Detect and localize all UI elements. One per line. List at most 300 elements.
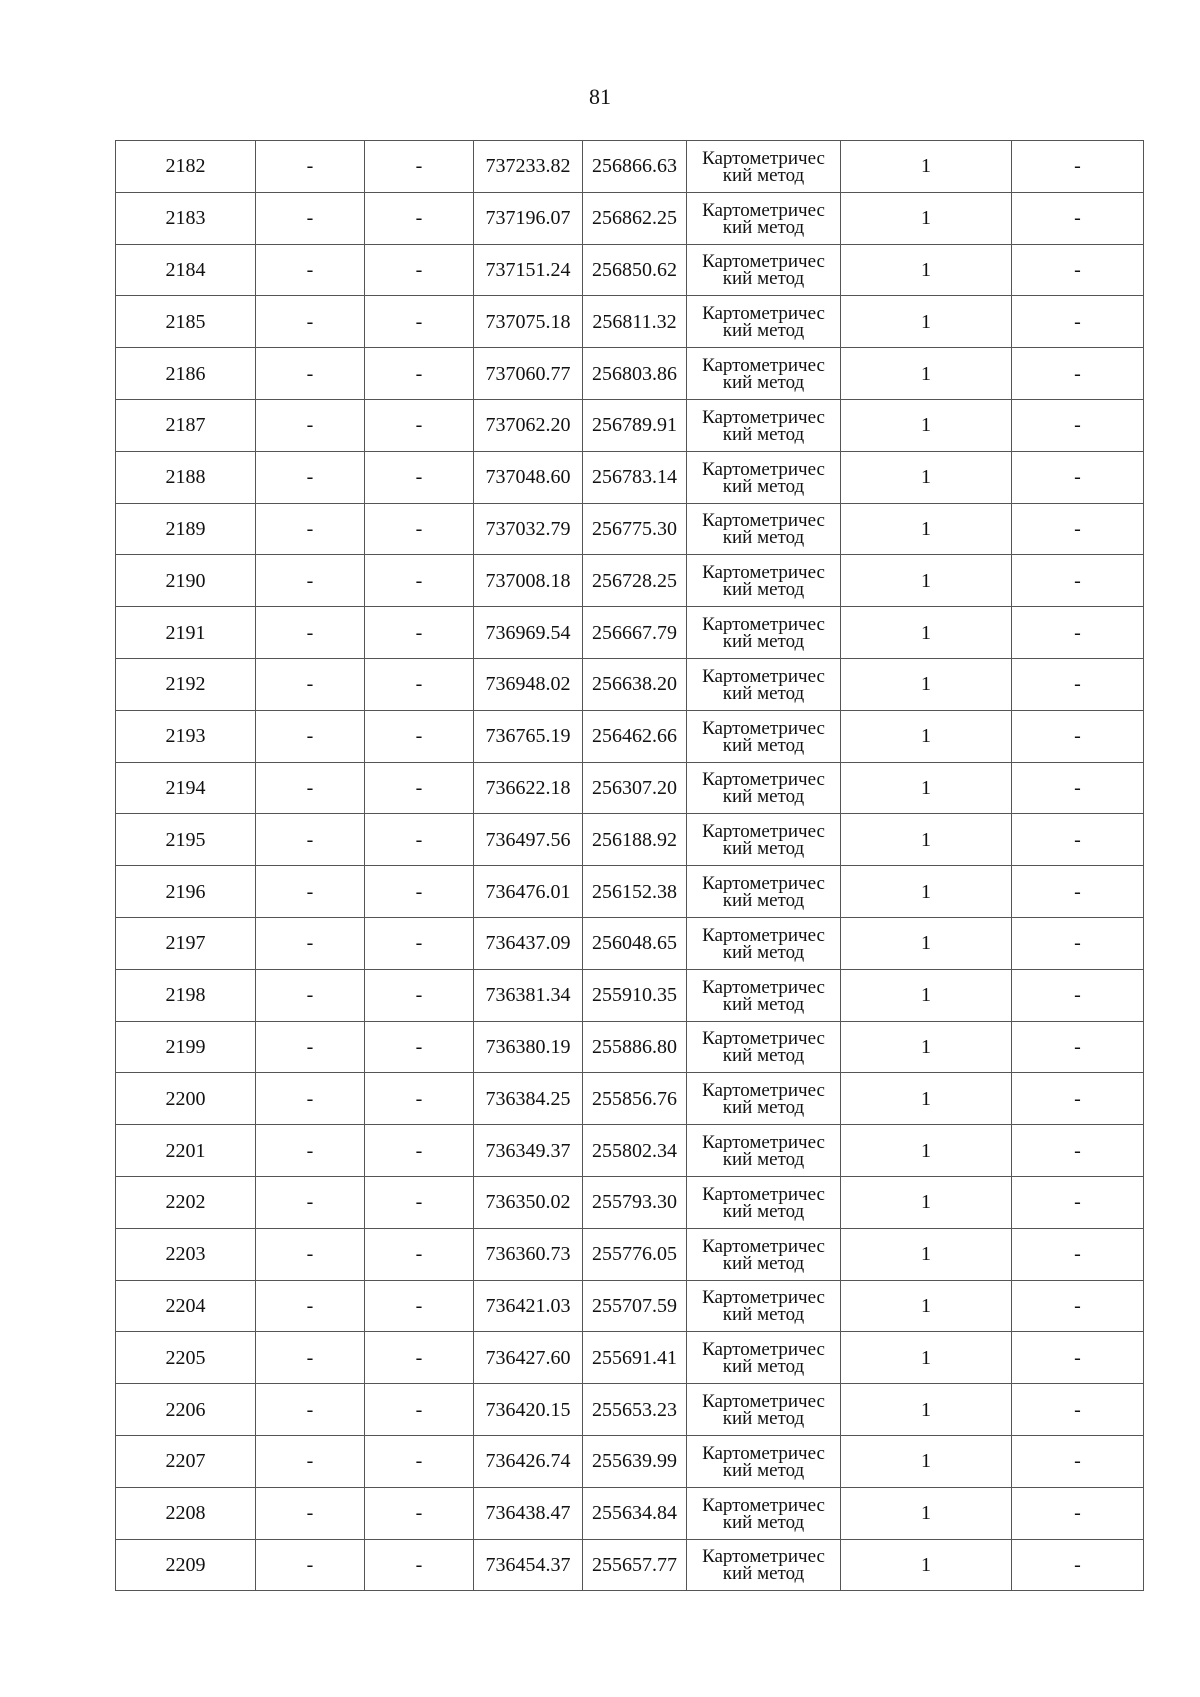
empty-cell: -	[365, 503, 474, 555]
table-row	[116, 866, 1144, 918]
method-line-2: кий метод	[722, 216, 805, 238]
empty-cell: -	[256, 710, 365, 762]
x-coordinate-cell: 736349.37	[474, 1125, 583, 1177]
empty-cell: -	[365, 1228, 474, 1280]
empty-cell: -	[1012, 1073, 1144, 1125]
method-line-1: Картометричес	[702, 147, 825, 169]
empty-cell: -	[365, 451, 474, 503]
accuracy-cell: 1	[841, 917, 1012, 969]
point-number-cell: 2194	[116, 762, 256, 814]
empty-cell: -	[256, 1435, 365, 1487]
empty-cell: -	[256, 1384, 365, 1436]
y-coordinate-cell: 255910.35	[583, 969, 687, 1021]
method-cell	[687, 244, 841, 296]
accuracy-cell: 1	[841, 503, 1012, 555]
table-row	[116, 1280, 1144, 1332]
y-coordinate-cell: 256862.25	[583, 192, 687, 244]
empty-cell: -	[365, 866, 474, 918]
empty-cell: -	[365, 1487, 474, 1539]
method-line-2: кий метод	[722, 1200, 805, 1222]
point-number-cell: 2208	[116, 1487, 256, 1539]
empty-cell: -	[256, 969, 365, 1021]
empty-cell: -	[1012, 1125, 1144, 1177]
empty-cell: -	[365, 296, 474, 348]
y-coordinate-cell: 255691.41	[583, 1332, 687, 1384]
x-coordinate-cell: 736948.02	[474, 658, 583, 710]
x-coordinate-cell: 736497.56	[474, 814, 583, 866]
method-line-2: кий метод	[722, 1045, 805, 1067]
method-line-2: кий метод	[722, 734, 805, 756]
empty-cell: -	[256, 399, 365, 451]
table-row	[116, 1176, 1144, 1228]
accuracy-cell: 1	[841, 866, 1012, 918]
empty-cell: -	[1012, 1384, 1144, 1436]
empty-cell: -	[256, 141, 365, 193]
method-cell	[687, 399, 841, 451]
method-line-2: кий метод	[722, 423, 805, 445]
method-line-2: кий метод	[722, 164, 805, 186]
x-coordinate-cell: 736438.47	[474, 1487, 583, 1539]
empty-cell: -	[256, 296, 365, 348]
accuracy-cell: 1	[841, 1021, 1012, 1073]
x-coordinate-cell: 736427.60	[474, 1332, 583, 1384]
empty-cell: -	[256, 1280, 365, 1332]
method-line-1: Картометричес	[702, 562, 825, 584]
empty-cell: -	[256, 555, 365, 607]
accuracy-cell: 1	[841, 1384, 1012, 1436]
table-row	[116, 1487, 1144, 1539]
empty-cell: -	[1012, 607, 1144, 659]
method-cell	[687, 969, 841, 1021]
method-cell	[687, 1073, 841, 1125]
method-line-1: Картометричес	[702, 406, 825, 428]
empty-cell: -	[365, 348, 474, 400]
accuracy-cell: 1	[841, 1125, 1012, 1177]
x-coordinate-cell: 736381.34	[474, 969, 583, 1021]
method-cell	[687, 348, 841, 400]
y-coordinate-cell: 256803.86	[583, 348, 687, 400]
empty-cell: -	[256, 192, 365, 244]
method-line-2: кий метод	[722, 838, 805, 860]
page-number: 81	[589, 84, 611, 109]
point-number-cell: 2182	[116, 141, 256, 193]
table-row	[116, 658, 1144, 710]
point-number-cell: 2187	[116, 399, 256, 451]
y-coordinate-cell: 255657.77	[583, 1539, 687, 1591]
method-line-1: Картометричес	[702, 1287, 825, 1309]
accuracy-cell: 1	[841, 141, 1012, 193]
empty-cell: -	[365, 1280, 474, 1332]
empty-cell: -	[256, 762, 365, 814]
empty-cell: -	[1012, 503, 1144, 555]
x-coordinate-cell: 736421.03	[474, 1280, 583, 1332]
empty-cell: -	[365, 1021, 474, 1073]
table-row	[116, 1384, 1144, 1436]
table-row	[116, 192, 1144, 244]
point-number-cell: 2183	[116, 192, 256, 244]
empty-cell: -	[256, 451, 365, 503]
accuracy-cell: 1	[841, 658, 1012, 710]
empty-cell: -	[1012, 1539, 1144, 1591]
point-number-cell: 2186	[116, 348, 256, 400]
table-row	[116, 1539, 1144, 1591]
y-coordinate-cell: 255793.30	[583, 1176, 687, 1228]
point-number-cell: 2202	[116, 1176, 256, 1228]
empty-cell: -	[1012, 244, 1144, 296]
table-row	[116, 969, 1144, 1021]
method-line-1: Картометричес	[702, 251, 825, 273]
y-coordinate-cell: 255639.99	[583, 1435, 687, 1487]
y-coordinate-cell: 256462.66	[583, 710, 687, 762]
table-row	[116, 762, 1144, 814]
empty-cell: -	[365, 607, 474, 659]
method-line-2: кий метод	[722, 1149, 805, 1171]
empty-cell: -	[1012, 917, 1144, 969]
method-line-1: Картометричес	[702, 1442, 825, 1464]
empty-cell: -	[256, 814, 365, 866]
empty-cell: -	[365, 969, 474, 1021]
empty-cell: -	[1012, 399, 1144, 451]
empty-cell: -	[256, 244, 365, 296]
empty-cell: -	[256, 917, 365, 969]
x-coordinate-cell: 736420.15	[474, 1384, 583, 1436]
empty-cell: -	[1012, 1280, 1144, 1332]
table-row	[116, 555, 1144, 607]
method-cell	[687, 1487, 841, 1539]
empty-cell: -	[365, 762, 474, 814]
method-cell	[687, 1021, 841, 1073]
table-row	[116, 451, 1144, 503]
method-line-2: кий метод	[722, 268, 805, 290]
method-cell	[687, 1228, 841, 1280]
empty-cell: -	[1012, 710, 1144, 762]
point-number-cell: 2207	[116, 1435, 256, 1487]
accuracy-cell: 1	[841, 244, 1012, 296]
point-number-cell: 2189	[116, 503, 256, 555]
empty-cell: -	[365, 1073, 474, 1125]
method-line-1: Картометричес	[702, 1080, 825, 1102]
accuracy-cell: 1	[841, 1280, 1012, 1332]
empty-cell: -	[365, 1176, 474, 1228]
table-row	[116, 1332, 1144, 1384]
y-coordinate-cell: 255776.05	[583, 1228, 687, 1280]
y-coordinate-cell: 255653.23	[583, 1384, 687, 1436]
x-coordinate-cell: 736969.54	[474, 607, 583, 659]
table-row	[116, 917, 1144, 969]
empty-cell: -	[256, 1332, 365, 1384]
empty-cell: -	[1012, 1332, 1144, 1384]
point-number-cell: 2204	[116, 1280, 256, 1332]
method-line-2: кий метод	[722, 372, 805, 394]
point-number-cell: 2184	[116, 244, 256, 296]
method-line-1: Картометричес	[702, 1391, 825, 1413]
method-line-2: кий метод	[722, 475, 805, 497]
point-number-cell: 2199	[116, 1021, 256, 1073]
y-coordinate-cell: 256728.25	[583, 555, 687, 607]
accuracy-cell: 1	[841, 399, 1012, 451]
empty-cell: -	[365, 244, 474, 296]
method-line-2: кий метод	[722, 890, 805, 912]
coordinates-table	[115, 140, 1144, 1591]
empty-cell: -	[256, 1487, 365, 1539]
empty-cell: -	[365, 141, 474, 193]
accuracy-cell: 1	[841, 1539, 1012, 1591]
empty-cell: -	[1012, 969, 1144, 1021]
empty-cell: -	[1012, 192, 1144, 244]
table-row	[116, 141, 1144, 193]
point-number-cell: 2196	[116, 866, 256, 918]
method-cell	[687, 814, 841, 866]
y-coordinate-cell: 256152.38	[583, 866, 687, 918]
method-line-1: Картометричес	[702, 769, 825, 791]
x-coordinate-cell: 737032.79	[474, 503, 583, 555]
x-coordinate-cell: 736765.19	[474, 710, 583, 762]
accuracy-cell: 1	[841, 1435, 1012, 1487]
empty-cell: -	[365, 1384, 474, 1436]
point-number-cell: 2206	[116, 1384, 256, 1436]
method-cell	[687, 192, 841, 244]
method-cell	[687, 762, 841, 814]
method-line-2: кий метод	[722, 1252, 805, 1274]
method-line-1: Картометричес	[702, 821, 825, 843]
method-line-1: Картометричес	[702, 1028, 825, 1050]
x-coordinate-cell: 737008.18	[474, 555, 583, 607]
method-line-2: кий метод	[722, 631, 805, 653]
y-coordinate-cell: 256783.14	[583, 451, 687, 503]
method-cell	[687, 1435, 841, 1487]
method-cell	[687, 710, 841, 762]
point-number-cell: 2209	[116, 1539, 256, 1591]
method-line-2: кий метод	[722, 320, 805, 342]
method-line-1: Картометричес	[702, 303, 825, 325]
x-coordinate-cell: 736476.01	[474, 866, 583, 918]
y-coordinate-cell: 256307.20	[583, 762, 687, 814]
y-coordinate-cell: 255856.76	[583, 1073, 687, 1125]
empty-cell: -	[256, 503, 365, 555]
table-row	[116, 607, 1144, 659]
empty-cell: -	[365, 658, 474, 710]
empty-cell: -	[1012, 1435, 1144, 1487]
method-cell	[687, 658, 841, 710]
method-line-1: Картометричес	[702, 510, 825, 532]
method-cell	[687, 141, 841, 193]
point-number-cell: 2198	[116, 969, 256, 1021]
accuracy-cell: 1	[841, 1228, 1012, 1280]
point-number-cell: 2192	[116, 658, 256, 710]
empty-cell: -	[256, 607, 365, 659]
y-coordinate-cell: 255634.84	[583, 1487, 687, 1539]
y-coordinate-cell: 255707.59	[583, 1280, 687, 1332]
x-coordinate-cell: 736380.19	[474, 1021, 583, 1073]
empty-cell: -	[365, 917, 474, 969]
y-coordinate-cell: 255886.80	[583, 1021, 687, 1073]
method-cell	[687, 1176, 841, 1228]
y-coordinate-cell: 256811.32	[583, 296, 687, 348]
accuracy-cell: 1	[841, 451, 1012, 503]
method-line-1: Картометричес	[702, 665, 825, 687]
method-line-1: Картометричес	[702, 924, 825, 946]
method-line-1: Картометричес	[702, 458, 825, 480]
method-line-2: кий метод	[722, 1459, 805, 1481]
empty-cell: -	[1012, 141, 1144, 193]
method-cell	[687, 503, 841, 555]
x-coordinate-cell: 737075.18	[474, 296, 583, 348]
empty-cell: -	[1012, 1228, 1144, 1280]
method-line-2: кий метод	[722, 1097, 805, 1119]
point-number-cell: 2197	[116, 917, 256, 969]
table-row	[116, 710, 1144, 762]
method-line-2: кий метод	[722, 579, 805, 601]
empty-cell: -	[1012, 658, 1144, 710]
table-row	[116, 296, 1144, 348]
empty-cell: -	[256, 1228, 365, 1280]
y-coordinate-cell: 256667.79	[583, 607, 687, 659]
method-cell	[687, 1384, 841, 1436]
y-coordinate-cell: 256638.20	[583, 658, 687, 710]
accuracy-cell: 1	[841, 1487, 1012, 1539]
x-coordinate-cell: 736350.02	[474, 1176, 583, 1228]
empty-cell: -	[365, 1125, 474, 1177]
method-cell	[687, 866, 841, 918]
method-cell	[687, 555, 841, 607]
y-coordinate-cell: 256775.30	[583, 503, 687, 555]
table-row	[116, 348, 1144, 400]
y-coordinate-cell: 255802.34	[583, 1125, 687, 1177]
point-number-cell: 2191	[116, 607, 256, 659]
method-line-1: Картометричес	[702, 717, 825, 739]
method-cell	[687, 1125, 841, 1177]
point-number-cell: 2200	[116, 1073, 256, 1125]
empty-cell: -	[1012, 348, 1144, 400]
point-number-cell: 2185	[116, 296, 256, 348]
method-line-1: Картометричес	[702, 976, 825, 998]
empty-cell: -	[256, 1125, 365, 1177]
method-line-1: Картометричес	[702, 614, 825, 636]
empty-cell: -	[1012, 814, 1144, 866]
table-row	[116, 1125, 1144, 1177]
method-line-2: кий метод	[722, 1511, 805, 1533]
method-cell	[687, 1539, 841, 1591]
method-line-2: кий метод	[722, 1408, 805, 1430]
method-line-2: кий метод	[722, 993, 805, 1015]
x-coordinate-cell: 736454.37	[474, 1539, 583, 1591]
accuracy-cell: 1	[841, 710, 1012, 762]
table-row	[116, 503, 1144, 555]
accuracy-cell: 1	[841, 1073, 1012, 1125]
method-line-1: Картометричес	[702, 1494, 825, 1516]
empty-cell: -	[365, 710, 474, 762]
empty-cell: -	[365, 555, 474, 607]
x-coordinate-cell: 737151.24	[474, 244, 583, 296]
method-line-1: Картометричес	[702, 199, 825, 221]
x-coordinate-cell: 736384.25	[474, 1073, 583, 1125]
method-line-1: Картометричес	[702, 1339, 825, 1361]
y-coordinate-cell: 256188.92	[583, 814, 687, 866]
empty-cell: -	[1012, 555, 1144, 607]
method-line-2: кий метод	[722, 1304, 805, 1326]
y-coordinate-cell: 256866.63	[583, 141, 687, 193]
empty-cell: -	[1012, 1487, 1144, 1539]
empty-cell: -	[1012, 866, 1144, 918]
method-cell	[687, 1280, 841, 1332]
accuracy-cell: 1	[841, 555, 1012, 607]
empty-cell: -	[256, 1021, 365, 1073]
empty-cell: -	[256, 1539, 365, 1591]
empty-cell: -	[365, 192, 474, 244]
x-coordinate-cell: 737233.82	[474, 141, 583, 193]
x-coordinate-cell: 737048.60	[474, 451, 583, 503]
point-number-cell: 2205	[116, 1332, 256, 1384]
accuracy-cell: 1	[841, 1176, 1012, 1228]
point-number-cell: 2201	[116, 1125, 256, 1177]
y-coordinate-cell: 256048.65	[583, 917, 687, 969]
accuracy-cell: 1	[841, 814, 1012, 866]
empty-cell: -	[1012, 762, 1144, 814]
method-cell	[687, 1332, 841, 1384]
x-coordinate-cell: 736360.73	[474, 1228, 583, 1280]
empty-cell: -	[1012, 451, 1144, 503]
x-coordinate-cell: 737060.77	[474, 348, 583, 400]
empty-cell: -	[365, 1332, 474, 1384]
point-number-cell: 2190	[116, 555, 256, 607]
empty-cell: -	[1012, 296, 1144, 348]
method-line-1: Картометричес	[702, 1546, 825, 1568]
method-line-2: кий метод	[722, 786, 805, 808]
point-number-cell: 2203	[116, 1228, 256, 1280]
table-row	[116, 1073, 1144, 1125]
empty-cell: -	[365, 814, 474, 866]
x-coordinate-cell: 737062.20	[474, 399, 583, 451]
accuracy-cell: 1	[841, 296, 1012, 348]
point-number-cell: 2193	[116, 710, 256, 762]
table-body	[116, 141, 1144, 1591]
point-number-cell: 2195	[116, 814, 256, 866]
method-line-2: кий метод	[722, 1356, 805, 1378]
empty-cell: -	[365, 399, 474, 451]
method-line-2: кий метод	[722, 682, 805, 704]
x-coordinate-cell: 737196.07	[474, 192, 583, 244]
table-row	[116, 1021, 1144, 1073]
y-coordinate-cell: 256850.62	[583, 244, 687, 296]
accuracy-cell: 1	[841, 348, 1012, 400]
accuracy-cell: 1	[841, 762, 1012, 814]
method-line-1: Картометричес	[702, 873, 825, 895]
x-coordinate-cell: 736426.74	[474, 1435, 583, 1487]
empty-cell: -	[256, 348, 365, 400]
method-cell	[687, 607, 841, 659]
empty-cell: -	[1012, 1021, 1144, 1073]
empty-cell: -	[1012, 1176, 1144, 1228]
method-line-1: Картометричес	[702, 1132, 825, 1154]
table-row	[116, 814, 1144, 866]
table-row	[116, 399, 1144, 451]
method-line-2: кий метод	[722, 1563, 805, 1585]
x-coordinate-cell: 736622.18	[474, 762, 583, 814]
method-line-1: Картометричес	[702, 1235, 825, 1257]
empty-cell: -	[256, 866, 365, 918]
method-cell	[687, 451, 841, 503]
empty-cell: -	[256, 1176, 365, 1228]
empty-cell: -	[365, 1435, 474, 1487]
accuracy-cell: 1	[841, 607, 1012, 659]
method-line-2: кий метод	[722, 527, 805, 549]
accuracy-cell: 1	[841, 192, 1012, 244]
accuracy-cell: 1	[841, 1332, 1012, 1384]
empty-cell: -	[256, 658, 365, 710]
table-row	[116, 1435, 1144, 1487]
empty-cell: -	[256, 1073, 365, 1125]
table-row	[116, 1228, 1144, 1280]
